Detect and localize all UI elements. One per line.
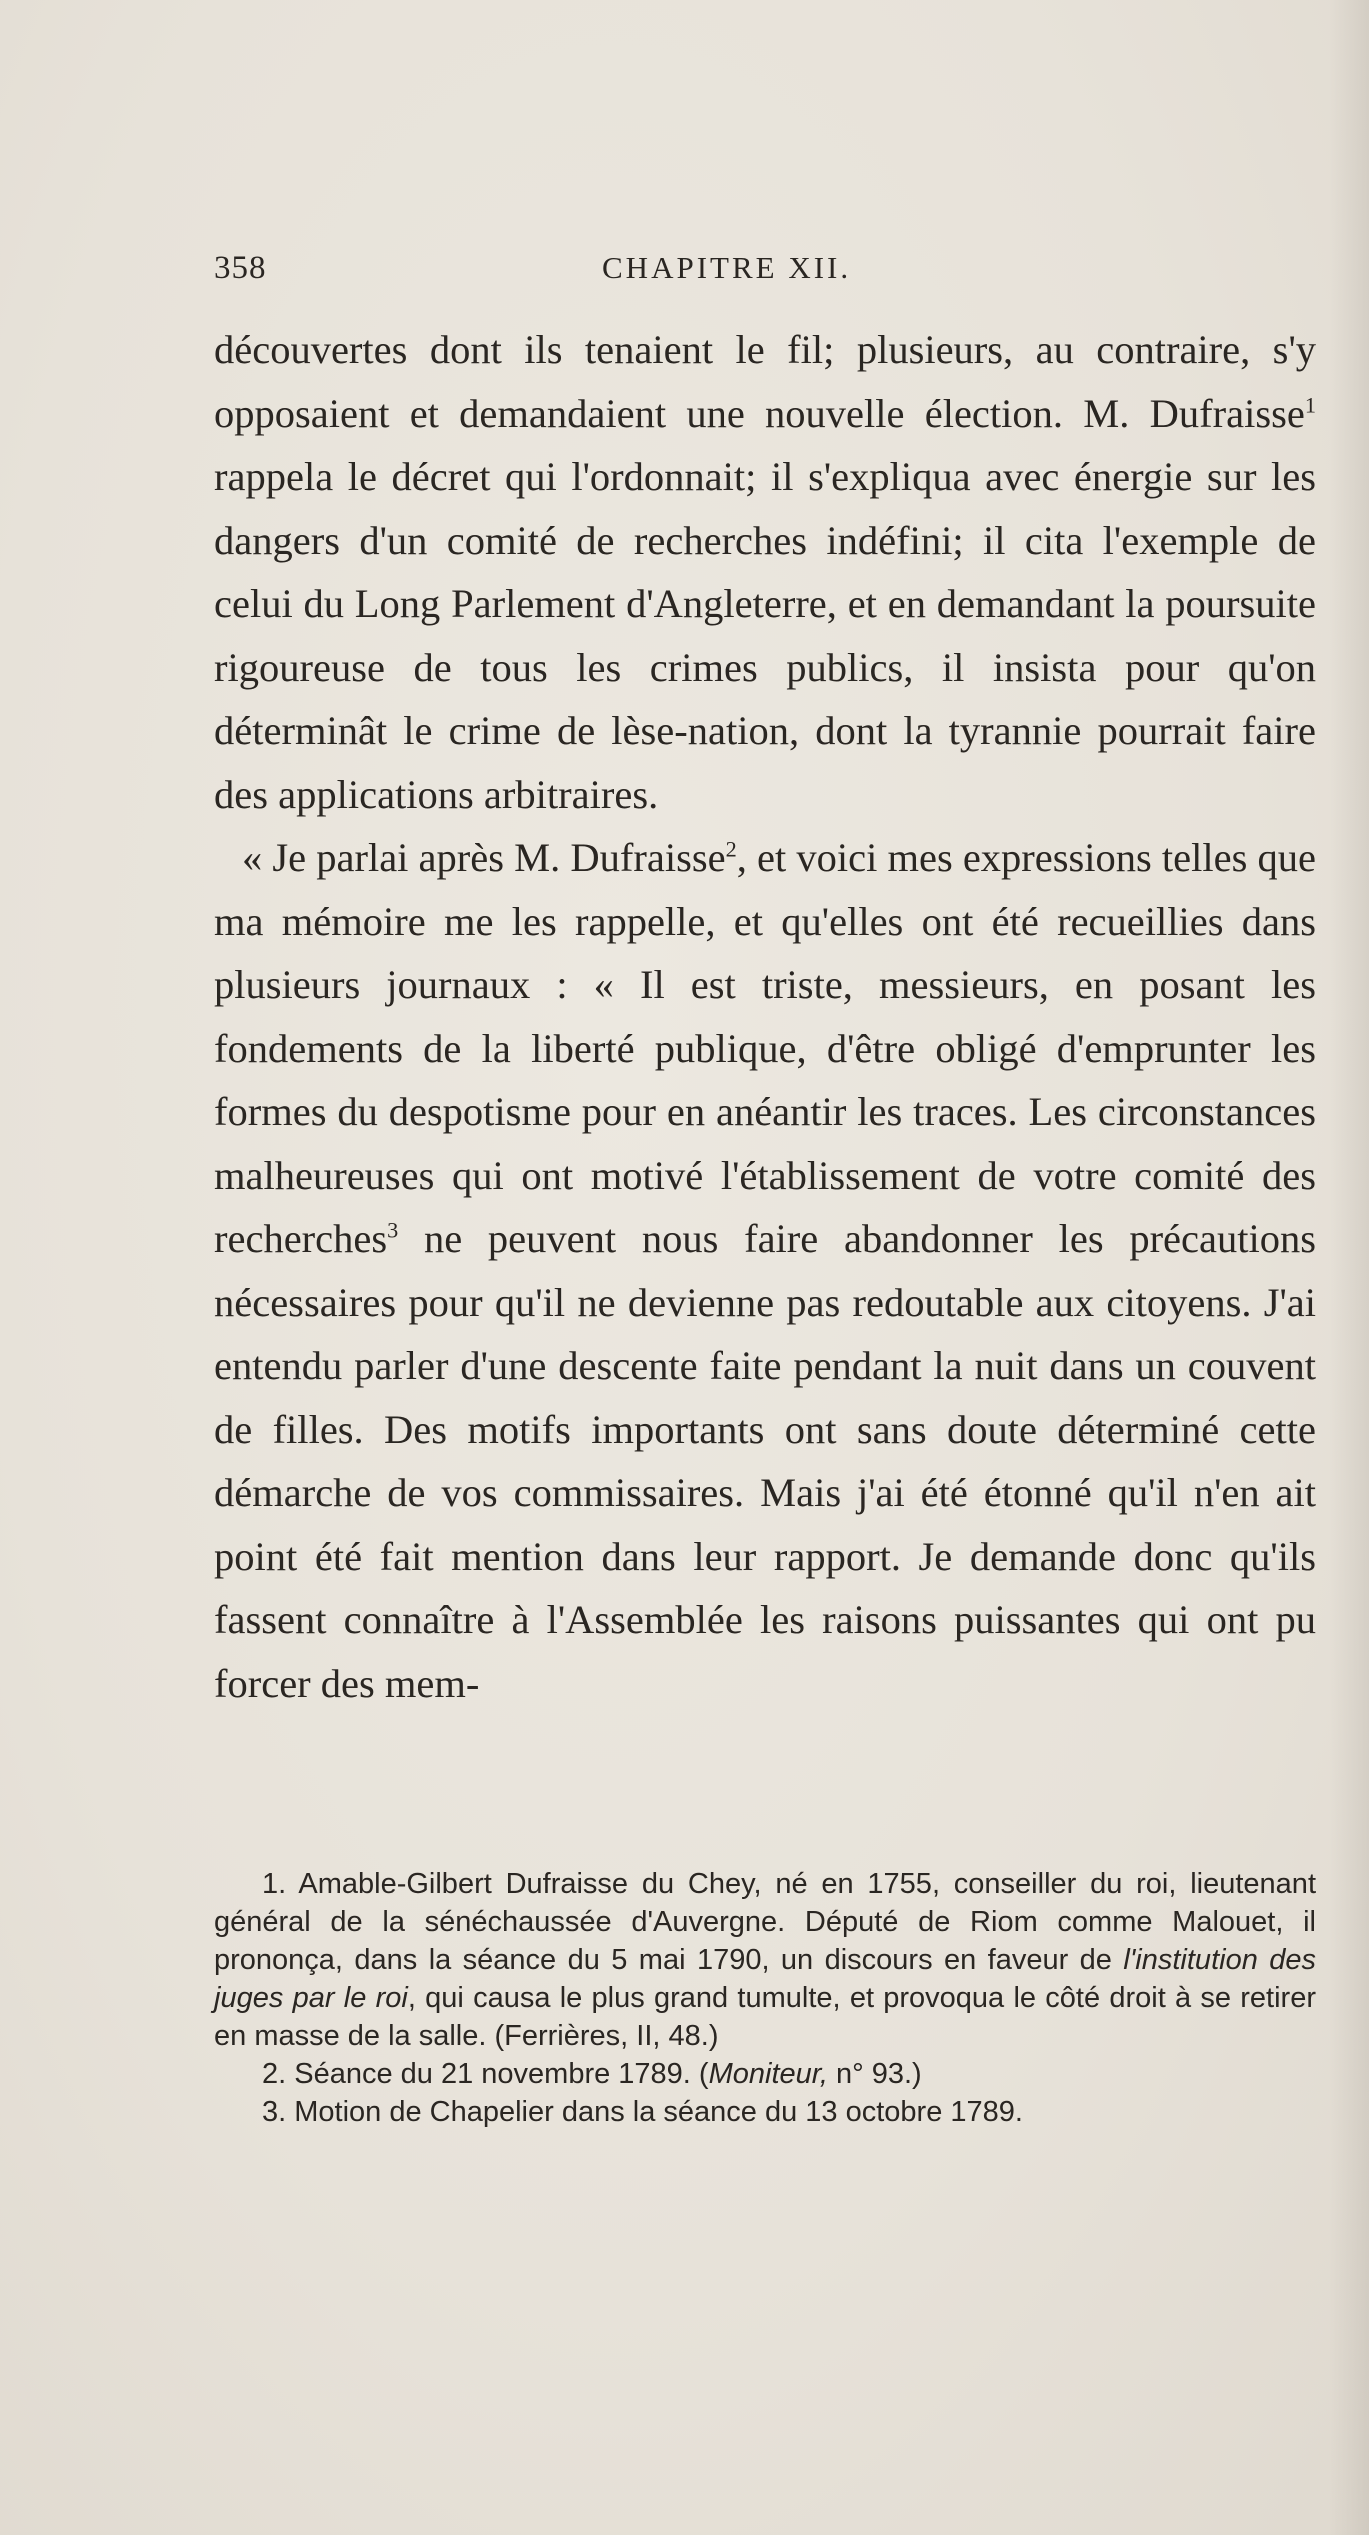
page-header	[214, 250, 1314, 300]
footnote-ref-1: 1	[1304, 392, 1316, 417]
running-head: CHAPITRE XII.	[602, 250, 852, 285]
paragraph-2-text-a: « Je parlai après M. Dufraisse	[242, 835, 726, 880]
footnote-2-text-a: 2. Séance du 21 novembre 1789. (	[262, 2058, 709, 2090]
footnotes	[214, 1865, 1316, 2131]
paragraph-2-text-c: ne peuvent nous faire abandonner les précautions nécessaires pour qu'il ne devienne pas redoutable aux citoyens. J'ai entendu parler d'une descente faite pendant la nuit dans un couvent de filles. Des motifs importants ont sans doute déterminé cette démarche de vos commissaires. Mais j'ai été étonné qu'il n'en ait point été fait mention dans leur rapport. Je demande donc qu'ils fassent connaître à l'Assemblée les raisons puissantes qui ont pu forcer des mem-	[214, 1216, 1316, 1706]
footnote-1	[214, 1865, 1316, 2055]
paragraph-2-text-b: , et voici mes expressions telles que ma mémoire me les rappelle, et qu'elles ont été recueillies dans plusieurs journaux : « Il est triste, messieurs, en posant les fondements de la liberté publique, d'être obligé d'emprunter les formes du despotisme pour en anéantir les traces. Les circonstances malheureuses qui ont motivé l'établissement de votre comité des recherches	[214, 835, 1316, 1261]
footnote-2-text-b: n° 93.)	[827, 2058, 922, 2090]
footnote-1-text-a: 1. Amable-Gilbert Dufraisse du Chey, né en 1755, conseiller du roi, lieutenant général de la sénéchaussée d'Auvergne. Député de Riom comme Malouet, il prononça, dans la séance du 5 mai 1790, un discours en faveur de	[214, 1868, 1316, 1976]
main-text	[214, 318, 1316, 1715]
footnote-1-italic: l'institution des juges par le roi	[214, 1944, 1316, 2014]
footnote-2-italic: Moniteur,	[708, 2058, 828, 2090]
paragraph-1	[214, 318, 1316, 826]
paragraph-1-text-a: découvertes dont ils tenaient le fil; plusieurs, au contraire, s'y opposaient et demandaient une nouvelle élection. M. Dufraisse	[214, 327, 1316, 436]
footnote-1-text-b: , qui causa le plus grand tumulte, et provoqua le côté droit à se retirer en masse de la salle. (Ferrières, II, 48.)	[214, 1982, 1316, 2052]
page-edge-shadow	[1329, 0, 1369, 2535]
footnote-ref-2: 2	[725, 836, 737, 862]
footnote-3: 3. Motion de Chapelier dans la séance du 13 octobre 1789.	[262, 2096, 1023, 2128]
footnote-ref-3: 3	[387, 1217, 399, 1243]
paragraph-1-text-b: rappela le décret qui l'ordonnait; il s'expliqua avec énergie sur les dangers d'un comité de recherches indéfini; il cita l'exemple de celui du Long Parlement d'Angleterre, et en demandant la poursuite rigoureuse de tous les crimes publics, il insista pour qu'on déterminât le crime de lèse-nation, dont la tyrannie pourrait faire des applications arbitraires.	[214, 454, 1316, 817]
footnote-2	[214, 2055, 1316, 2093]
page-number: 358	[214, 250, 267, 286]
paragraph-2	[214, 826, 1316, 1715]
